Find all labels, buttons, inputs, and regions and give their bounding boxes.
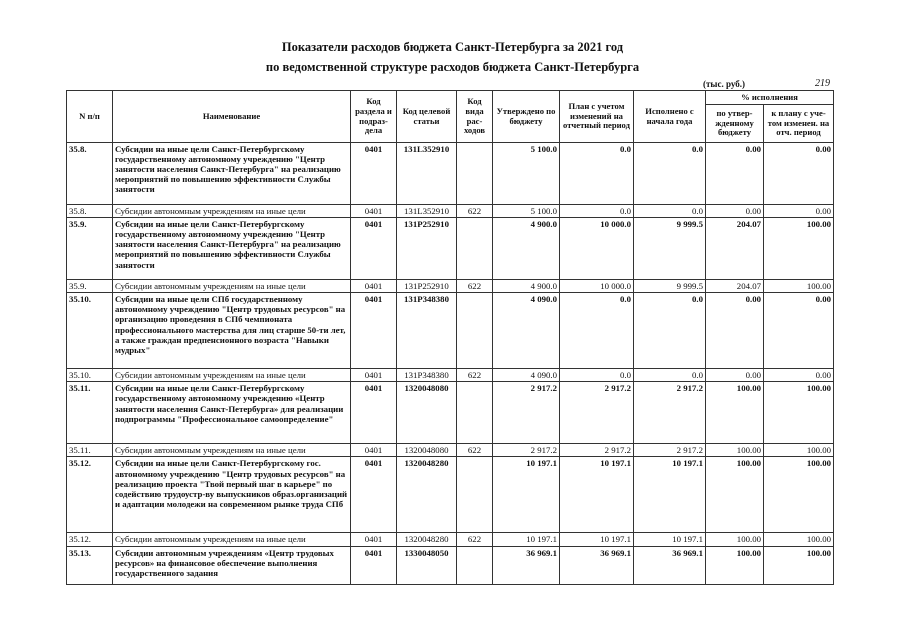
cell-approved: 4 090.0 bbox=[493, 293, 560, 369]
cell-plan: 10 197.1 bbox=[560, 533, 634, 546]
header-approved: Утверждено по бюджету bbox=[493, 91, 560, 143]
cell-vid: 622 bbox=[457, 280, 493, 293]
cell-name: Субсидии на иные цели Санкт-Петербургскому гос. автономному учреждению "Центр трудовых ресурсов" на реализацию проекта "Твой первый шаг в карьере" по содействию трудоустр-ву выпускников образ.организаций и адаптации молодежи на современном рынке труда СПб bbox=[113, 457, 351, 533]
cell-pct-plan: 0.00 bbox=[764, 205, 834, 218]
cell-num: 35.8. bbox=[67, 143, 113, 205]
cell-num: 35.10. bbox=[67, 369, 113, 382]
cell-num: 35.11. bbox=[67, 382, 113, 444]
cell-plan: 0.0 bbox=[560, 143, 634, 205]
cell-num: 35.9. bbox=[67, 280, 113, 293]
table-row bbox=[67, 293, 834, 369]
cell-statya: 131P348380 bbox=[397, 369, 457, 382]
cell-vid bbox=[457, 293, 493, 369]
cell-vid bbox=[457, 382, 493, 444]
cell-pct-plan: 100.00 bbox=[764, 218, 834, 280]
cell-approved: 10 197.1 bbox=[493, 533, 560, 546]
table-row bbox=[67, 546, 834, 584]
cell-statya: 1330048050 bbox=[397, 546, 457, 584]
cell-plan: 10 000.0 bbox=[560, 280, 634, 293]
cell-done: 36 969.1 bbox=[634, 546, 706, 584]
cell-num: 35.12. bbox=[67, 457, 113, 533]
cell-pct-approved: 100.00 bbox=[706, 457, 764, 533]
cell-pct-approved: 100.00 bbox=[706, 382, 764, 444]
cell-statya: 131P252910 bbox=[397, 280, 457, 293]
cell-name: Субсидии автономным учреждениям «Центр трудовых ресурсов» на финансовое обеспечение выполнения государственного задания bbox=[113, 546, 351, 584]
cell-done: 9 999.5 bbox=[634, 280, 706, 293]
cell-approved: 36 969.1 bbox=[493, 546, 560, 584]
header-pct-approved: по утвер-жденному бюджету bbox=[706, 105, 764, 143]
cell-name: Субсидии на иные цели Санкт-Петербургскому государственному автономному учреждению «Центр занятости населения Санкт-Петербурга» для реализации подпрограммы "Профессиональное самоопределение" bbox=[113, 382, 351, 444]
header-razdel: Код раздела и подраз-дела bbox=[351, 91, 397, 143]
cell-statya: 131L352910 bbox=[397, 143, 457, 205]
cell-pct-plan: 100.00 bbox=[764, 444, 834, 457]
cell-pct-plan: 0.00 bbox=[764, 293, 834, 369]
cell-pct-approved: 0.00 bbox=[706, 205, 764, 218]
cell-num: 35.9. bbox=[67, 218, 113, 280]
cell-pct-approved: 100.00 bbox=[706, 533, 764, 546]
cell-statya: 1320048280 bbox=[397, 533, 457, 546]
cell-statya: 131P348380 bbox=[397, 293, 457, 369]
cell-pct-plan: 100.00 bbox=[764, 546, 834, 584]
cell-name: Субсидии автономным учреждениям на иные цели bbox=[113, 205, 351, 218]
cell-pct-approved: 0.00 bbox=[706, 143, 764, 205]
units-label: (тыс. руб.) bbox=[703, 79, 745, 89]
cell-done: 10 197.1 bbox=[634, 533, 706, 546]
cell-num: 35.13. bbox=[67, 546, 113, 584]
header-percent: % исполнения bbox=[706, 91, 834, 105]
cell-num: 35.10. bbox=[67, 293, 113, 369]
page-number: 219 bbox=[815, 78, 830, 89]
header-pct-plan: к плану с уче-том изменен. на отч. период bbox=[764, 105, 834, 143]
cell-plan: 2 917.2 bbox=[560, 444, 634, 457]
table-row bbox=[67, 369, 834, 382]
cell-pct-approved: 0.00 bbox=[706, 293, 764, 369]
cell-pct-plan: 100.00 bbox=[764, 457, 834, 533]
table-row bbox=[67, 205, 834, 218]
cell-razdel: 0401 bbox=[351, 143, 397, 205]
table-row bbox=[67, 533, 834, 546]
cell-vid bbox=[457, 143, 493, 205]
cell-pct-approved: 204.07 bbox=[706, 280, 764, 293]
cell-name: Субсидии автономным учреждениям на иные цели bbox=[113, 280, 351, 293]
table-row bbox=[67, 382, 834, 444]
cell-num: 35.8. bbox=[67, 205, 113, 218]
header-num: N п/п bbox=[67, 91, 113, 143]
cell-approved: 2 917.2 bbox=[493, 382, 560, 444]
cell-vid: 622 bbox=[457, 369, 493, 382]
table-row bbox=[67, 143, 834, 205]
table-row bbox=[67, 444, 834, 457]
table-row bbox=[67, 218, 834, 280]
cell-vid: 622 bbox=[457, 444, 493, 457]
cell-statya: 131L352910 bbox=[397, 205, 457, 218]
cell-statya: 1320048280 bbox=[397, 457, 457, 533]
cell-razdel: 0401 bbox=[351, 382, 397, 444]
cell-plan: 2 917.2 bbox=[560, 382, 634, 444]
cell-num: 35.11. bbox=[67, 444, 113, 457]
cell-razdel: 0401 bbox=[351, 444, 397, 457]
cell-plan: 10 197.1 bbox=[560, 457, 634, 533]
cell-plan: 0.0 bbox=[560, 205, 634, 218]
cell-name: Субсидии автономным учреждениям на иные цели bbox=[113, 369, 351, 382]
table-body bbox=[67, 143, 834, 585]
cell-pct-plan: 100.00 bbox=[764, 533, 834, 546]
cell-pct-plan: 100.00 bbox=[764, 280, 834, 293]
cell-razdel: 0401 bbox=[351, 205, 397, 218]
cell-razdel: 0401 bbox=[351, 533, 397, 546]
report-title: Показатели расходов бюджета Санкт-Петербурга за 2021 год bbox=[281, 40, 624, 54]
cell-statya: 131P252910 bbox=[397, 218, 457, 280]
cell-razdel: 0401 bbox=[351, 293, 397, 369]
header-statya: Код целевой статьи bbox=[397, 91, 457, 143]
cell-done: 2 917.2 bbox=[634, 444, 706, 457]
cell-pct-approved: 100.00 bbox=[706, 444, 764, 457]
cell-approved: 5 100.0 bbox=[493, 205, 560, 218]
cell-name: Субсидии на иные цели Санкт-Петербургскому государственному автономному учреждению "Центр занятости населения Санкт-Петербурга" на реализацию мероприятий по повышению эффективности Службы занятости bbox=[113, 218, 351, 280]
cell-vid bbox=[457, 457, 493, 533]
cell-pct-plan: 0.00 bbox=[764, 369, 834, 382]
cell-done: 9 999.5 bbox=[634, 218, 706, 280]
table-row bbox=[67, 280, 834, 293]
cell-done: 0.0 bbox=[634, 369, 706, 382]
cell-razdel: 0401 bbox=[351, 280, 397, 293]
cell-done: 2 917.2 bbox=[634, 382, 706, 444]
cell-statya: 1320048080 bbox=[397, 382, 457, 444]
cell-vid: 622 bbox=[457, 205, 493, 218]
budget-table bbox=[66, 90, 834, 585]
cell-done: 0.0 bbox=[634, 143, 706, 205]
cell-razdel: 0401 bbox=[351, 369, 397, 382]
cell-approved: 4 090.0 bbox=[493, 369, 560, 382]
cell-name: Субсидии автономным учреждениям на иные цели bbox=[113, 533, 351, 546]
header-vid: Код вида рас-ходов bbox=[457, 91, 493, 143]
cell-approved: 10 197.1 bbox=[493, 457, 560, 533]
cell-approved: 5 100.0 bbox=[493, 143, 560, 205]
cell-done: 0.0 bbox=[634, 293, 706, 369]
cell-statya: 1320048080 bbox=[397, 444, 457, 457]
cell-done: 10 197.1 bbox=[634, 457, 706, 533]
cell-plan: 0.0 bbox=[560, 293, 634, 369]
cell-razdel: 0401 bbox=[351, 457, 397, 533]
cell-name: Субсидии автономным учреждениям на иные цели bbox=[113, 444, 351, 457]
cell-pct-approved: 0.00 bbox=[706, 369, 764, 382]
cell-done: 0.0 bbox=[634, 205, 706, 218]
cell-name: Субсидии на иные цели СПб государственному автономному учреждению "Центр трудовых ресурсов" на организацию проведения в СПб чемпионата профессионального мастерства для лиц старше 50-ти лет, а также граждан предпенсионного возраста "Навыки мудрых" bbox=[113, 293, 351, 369]
header-name: Наименование bbox=[113, 91, 351, 143]
cell-num: 35.12. bbox=[67, 533, 113, 546]
cell-plan: 36 969.1 bbox=[560, 546, 634, 584]
cell-approved: 4 900.0 bbox=[493, 218, 560, 280]
cell-plan: 10 000.0 bbox=[560, 218, 634, 280]
cell-pct-plan: 100.00 bbox=[764, 382, 834, 444]
cell-razdel: 0401 bbox=[351, 218, 397, 280]
cell-razdel: 0401 bbox=[351, 546, 397, 584]
table-row bbox=[67, 457, 834, 533]
cell-pct-plan: 0.00 bbox=[764, 143, 834, 205]
cell-vid bbox=[457, 546, 493, 584]
cell-pct-approved: 100.00 bbox=[706, 546, 764, 584]
report-subtitle: по ведомственной структуре расходов бюджета Санкт-Петербурга bbox=[265, 60, 640, 74]
cell-approved: 2 917.2 bbox=[493, 444, 560, 457]
cell-plan: 0.0 bbox=[560, 369, 634, 382]
cell-vid: 622 bbox=[457, 533, 493, 546]
cell-vid bbox=[457, 218, 493, 280]
cell-name: Субсидии на иные цели Санкт-Петербургскому государственному автономному учреждению "Центр занятости населения Санкт-Петербурга" на реализацию мероприятий по повышению эффективности Службы занятости bbox=[113, 143, 351, 205]
header-plan: План с учетом изменений на отчетный период bbox=[560, 91, 634, 143]
header-done: Исполнено с начала года bbox=[634, 91, 706, 143]
cell-approved: 4 900.0 bbox=[493, 280, 560, 293]
cell-pct-approved: 204.07 bbox=[706, 218, 764, 280]
